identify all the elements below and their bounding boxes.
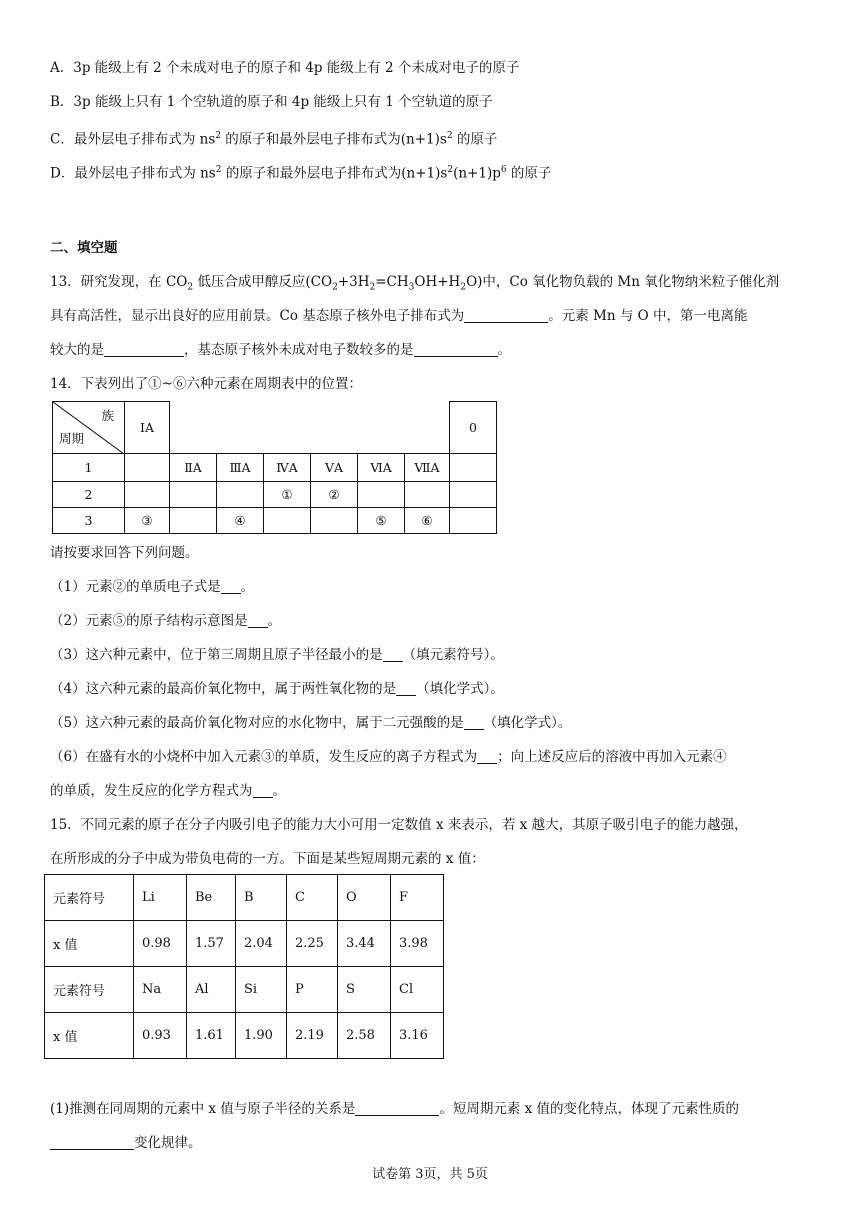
- header-period: 周期: [59, 431, 85, 446]
- table-cell: 3.98: [391, 921, 444, 967]
- q14-text: （填元素符号）。: [402, 647, 504, 663]
- q15-text: 。短周期元素 x 值的变化特点，体现了元素性质的: [439, 1101, 740, 1117]
- q14-sub2: [50, 611, 281, 631]
- table-cell: [450, 508, 497, 534]
- table-row: [45, 921, 444, 967]
- table-cell: ⑤: [358, 508, 405, 534]
- sup: 2: [447, 165, 454, 175]
- table-cell: ⅢA: [217, 454, 264, 482]
- q13-text: 具有高活性，显示出良好的应用前景。Co 基态原子核外电子排布式为: [50, 308, 465, 324]
- answer-blank[interactable]: [464, 715, 484, 730]
- table-cell: ⅥA: [358, 454, 405, 482]
- q13-text: OH+H: [414, 274, 461, 290]
- table-cell: S: [338, 967, 391, 1013]
- q15-text: (1)推测在同周期的元素中 x 值与原子半径的关系是: [50, 1101, 356, 1117]
- table-cell: ⅡA: [170, 454, 217, 482]
- header-0: 0: [450, 402, 497, 454]
- option-d-mid: 的原子和最外层电子排布式为(n+1)s: [221, 165, 448, 182]
- q14-text: 的单质，发生反应的化学方程式为: [50, 783, 253, 799]
- table-cell: [125, 454, 170, 482]
- table-cell: 2: [53, 482, 125, 508]
- q14-text: （填化学式）。: [483, 715, 572, 731]
- table-cell: B: [236, 875, 287, 921]
- q14-sub6-cont: [50, 781, 286, 801]
- table-cell: 0.93: [134, 1013, 187, 1059]
- table-row: [53, 482, 497, 508]
- answer-blank[interactable]: [248, 613, 268, 628]
- table-cell: [170, 482, 217, 508]
- table-cell: O: [338, 875, 391, 921]
- q14-text: 。: [272, 783, 286, 799]
- table-cell: P: [287, 967, 338, 1013]
- table-cell: x 值: [45, 921, 134, 967]
- q14-sub4: [50, 679, 504, 699]
- table-cell: 3.44: [338, 921, 391, 967]
- table-cell: 元素符号: [45, 967, 134, 1013]
- sub: 2: [332, 282, 338, 293]
- answer-blank[interactable]: [414, 342, 498, 357]
- table-row: [45, 875, 444, 921]
- table-cell: 1: [53, 454, 125, 482]
- answer-blank[interactable]: [355, 1101, 439, 1116]
- q14-text: 。: [240, 579, 255, 595]
- page-footer: 试卷第 3页，共 5页: [372, 1167, 488, 1182]
- table-cell: [405, 482, 450, 508]
- sup: 6: [500, 165, 507, 175]
- header-group: 族: [101, 408, 114, 423]
- option-d-post: 的原子: [506, 165, 552, 182]
- q13-text: +3H: [337, 274, 370, 290]
- table-cell: [217, 482, 264, 508]
- sup: 2: [215, 165, 222, 175]
- q14-text: （4）这六种元素的最高价氧化物中，属于两性氧化物的是: [50, 681, 397, 697]
- option-c-pre: C．最外层电子排布式为 ns: [50, 131, 216, 148]
- x-value-table: [44, 874, 444, 1059]
- table-cell: ⅣA: [264, 454, 311, 482]
- table-cell: [358, 482, 405, 508]
- q13-text: ，基态原子核外未成对电子数较多的是: [184, 342, 414, 358]
- q14-sub5: [50, 713, 571, 733]
- q15-p1-cont: [50, 1133, 202, 1153]
- table-header-corner: [53, 402, 125, 454]
- table-cell: Na: [134, 967, 187, 1013]
- table-cell: ①: [264, 482, 311, 508]
- q14-text: 。: [267, 613, 282, 629]
- table-cell: 3: [53, 508, 125, 534]
- q14-sub3: [50, 645, 504, 665]
- sub: 2: [187, 282, 194, 293]
- sub: 2: [369, 282, 376, 293]
- q14-text: （填化学式）。: [416, 681, 504, 697]
- table-cell: 1.57: [187, 921, 236, 967]
- q15-line1: 15．不同元素的原子在分子内吸引电子的能力大小可用一定数值 x 来表示，若 x 越大，其原子吸引电子的能力越强，: [50, 817, 748, 833]
- table-cell: ⑥: [405, 508, 450, 534]
- q15-line2: 在所形成的分子中成为带负电荷的一方。下面是某些短周期元素的 x 值：: [50, 851, 485, 867]
- table-cell: Cl: [391, 967, 444, 1013]
- q14-intro: 14．下表列出了①~⑥六种元素在周期表中的位置：: [50, 376, 362, 392]
- option-b: B．3p 能级上只有 1 个空轨道的原子和 4p 能级上只有 1 个空轨道的原子: [50, 94, 493, 110]
- table-cell: [264, 508, 311, 534]
- table-row: [53, 454, 497, 482]
- q14-text: （1）元素②的单质电子式是: [50, 579, 221, 595]
- table-row: [53, 508, 497, 534]
- table-cell: Si: [236, 967, 287, 1013]
- table-cell: [170, 508, 217, 534]
- table-cell: [450, 454, 497, 482]
- sup: 2: [446, 131, 453, 141]
- periodic-table: [52, 401, 497, 534]
- option-a: A．3p 能级上有 2 个未成对电子的原子和 4p 能级上有 2 个未成对电子的原子: [50, 60, 520, 76]
- table-cell: 2.19: [287, 1013, 338, 1059]
- table-cell: ⅤA: [311, 454, 358, 482]
- answer-blank[interactable]: [477, 749, 497, 764]
- q14-text: （2）元素⑤的原子结构示意图是: [50, 613, 248, 629]
- table-cell: 2.58: [338, 1013, 391, 1059]
- table-cell: x 值: [45, 1013, 134, 1059]
- answer-blank[interactable]: [253, 783, 273, 798]
- option-d-pre: D．最外层电子排布式为 ns: [50, 165, 216, 182]
- q15-p1: [50, 1099, 739, 1119]
- q13-line2: [50, 306, 748, 326]
- q13-text: 13．研究发现，在 CO: [50, 274, 188, 290]
- q14-text: （5）这六种元素的最高价氧化物对应的水化物中，属于二元强酸的是: [50, 715, 464, 731]
- q13-line3: [50, 340, 511, 360]
- table-gap: [170, 402, 450, 454]
- header-IA: ⅠA: [125, 402, 170, 454]
- table-cell: 1.61: [187, 1013, 236, 1059]
- q14-text: （3）这六种元素中，位于第三周期且原子半径最小的是: [50, 647, 383, 663]
- q14-ask: 请按要求回答下列问题。: [50, 545, 199, 561]
- q13-text: =CH: [375, 274, 409, 290]
- option-c-post: 的原子: [452, 131, 498, 148]
- option-c: [50, 126, 497, 150]
- option-d-mid2: (n+1)p: [453, 165, 501, 182]
- table-cell: ②: [311, 482, 358, 508]
- q13-line1: [50, 272, 779, 298]
- table-cell: [125, 482, 170, 508]
- answer-blank[interactable]: [221, 579, 241, 594]
- table-cell: 2.04: [236, 921, 287, 967]
- table-cell: 1.90: [236, 1013, 287, 1059]
- sub: 3: [408, 282, 415, 293]
- sub: 2: [460, 282, 467, 293]
- option-d: [50, 160, 551, 184]
- table-cell: ④: [217, 508, 264, 534]
- sup: 2: [215, 131, 221, 141]
- table-cell: ⅦA: [405, 454, 450, 482]
- q13-text: 低压合成甲醇反应(CO: [193, 274, 333, 290]
- table-cell: Li: [134, 875, 187, 921]
- q13-text: 较大的是: [50, 342, 104, 358]
- q13-text: O)中，Co 氧化物负载的 Mn 氧化物纳米粒子催化剂: [466, 274, 780, 290]
- table-cell: [311, 508, 358, 534]
- table-cell: F: [391, 875, 444, 921]
- table-cell: ③: [125, 508, 170, 534]
- answer-blank[interactable]: [104, 342, 184, 357]
- q14-sub1: [50, 577, 254, 597]
- table-cell: 2.25: [287, 921, 338, 967]
- table-row: [45, 967, 444, 1013]
- option-c-mid: 的原子和最外层电子排布式为(n+1)s: [220, 131, 447, 148]
- q14-sub6: [50, 747, 727, 767]
- table-cell: 3.16: [391, 1013, 444, 1059]
- table-cell: 元素符号: [45, 875, 134, 921]
- table-cell: Al: [187, 967, 236, 1013]
- q13-text: 。元素 Mn 与 O 中，第一电离能: [548, 308, 748, 324]
- q14-text: ；向上述反应后的溶液中再加入元素④: [497, 749, 727, 765]
- table-cell: 0.98: [134, 921, 187, 967]
- answer-blank[interactable]: [464, 308, 548, 323]
- answer-blank[interactable]: [383, 647, 403, 662]
- q15-text: 变化规律。: [134, 1135, 202, 1151]
- q13-text: 。: [497, 342, 511, 358]
- table-row: [45, 1013, 444, 1059]
- table-cell: Be: [187, 875, 236, 921]
- table-cell: [450, 482, 497, 508]
- table-cell: C: [287, 875, 338, 921]
- answer-blank[interactable]: [50, 1135, 134, 1150]
- section-title: 二、填空题: [50, 240, 118, 256]
- q14-text: （6）在盛有水的小烧杯中加入元素③的单质，发生反应的离子方程式为: [50, 749, 478, 765]
- answer-blank[interactable]: [396, 681, 416, 696]
